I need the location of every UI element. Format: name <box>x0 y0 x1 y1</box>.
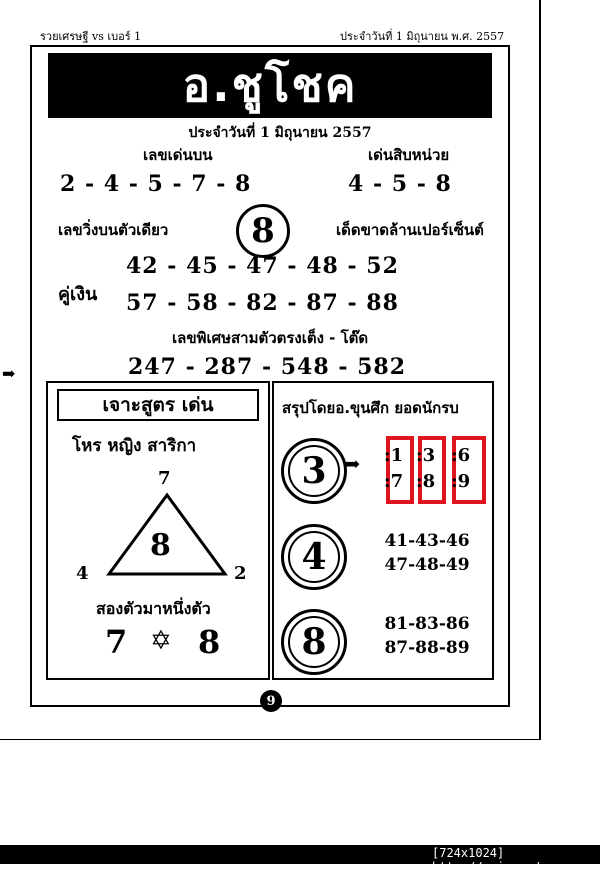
summary-digit-3: 3 <box>301 450 327 492</box>
formula-title: เจาะสูตร เด่น <box>57 389 259 421</box>
formula-pair-left: 7 <box>105 623 129 661</box>
summary-digit-circle-3 <box>281 438 347 504</box>
label-tens-units: เด่นสิบหน่วย <box>368 146 450 164</box>
summary-digit-circle-8 <box>281 609 347 675</box>
summary-digit-4: 4 <box>301 536 327 578</box>
summary-col-1-a: :1 <box>384 445 404 466</box>
header-left: รวยเศรษฐี vs เบอร์ 1 <box>40 30 142 43</box>
pairs-row-1: 42 - 45 - 47 - 48 - 52 <box>126 253 399 279</box>
numbers-tens-units: 4 - 5 - 8 <box>348 171 452 197</box>
page-number <box>260 690 282 712</box>
formula-pair-right: 8 <box>198 623 222 661</box>
summary-col-3-b: :9 <box>451 471 471 492</box>
summary-col-2-a: :3 <box>416 445 436 466</box>
star-of-david-icon: ✡ <box>150 626 172 656</box>
pairs-row-2: 57 - 58 - 82 - 87 - 88 <box>126 290 399 316</box>
page-edge-line <box>539 0 541 740</box>
summary-group-4-line-2: 47-48-49 <box>384 555 470 575</box>
triangle-center-digit: 8 <box>150 528 172 563</box>
arrow-right-icon: ➡ <box>345 454 361 475</box>
footer-link[interactable]: [724x1024] http://upic.me/ <box>432 846 541 874</box>
summary-group-8-line-2: 87-88-89 <box>384 638 470 658</box>
triangle-left-digit: 4 <box>76 563 90 584</box>
header-right: ประจำวันที่ 1 มิถุนายน พ.ศ. 2557 <box>340 30 505 43</box>
summary-group-4 <box>372 529 482 577</box>
label-certain: เด็ดขาดล้านเปอร์เซ็นต์ <box>336 221 484 239</box>
formula-subtitle: โหร หญิง สาริกา <box>72 436 197 456</box>
summary-group-4-line-1: 41-43-46 <box>384 531 470 551</box>
label-triples: เลขพิเศษสามตัวตรงเต็ง - โต๊ด <box>172 329 369 347</box>
formula-caption: สองตัวมาหนึ่งตัว <box>96 599 211 618</box>
triangle-top-digit: 7 <box>158 468 172 489</box>
label-pairs: คู่เงิน <box>58 284 98 305</box>
page-number-text: 9 <box>266 693 276 709</box>
label-top-runs: เลขเด่นบน <box>143 146 213 164</box>
summary-col-2-b: :8 <box>416 471 436 492</box>
summary-col-3 <box>451 443 470 495</box>
single-digit: 8 <box>251 211 275 251</box>
arrow-right-icon: ➡ <box>2 364 16 383</box>
page-title: อ.ชูโชค <box>48 53 492 118</box>
summary-title: สรุปโดยอ.ขุนศึก ยอดนักรบ <box>282 399 459 417</box>
summary-col-1-b: :7 <box>384 471 404 492</box>
date-line: ประจำวันที่ 1 มิถุนายน 2557 <box>188 125 372 141</box>
triples-numbers: 247 - 287 - 548 - 582 <box>128 354 407 380</box>
summary-digit-8: 8 <box>301 621 327 663</box>
summary-col-3-a: :6 <box>451 445 471 466</box>
summary-digit-circle-4 <box>281 524 347 590</box>
summary-group-8 <box>372 612 482 660</box>
label-single-digit: เลขวิ่งบนตัวเดียว <box>58 221 169 239</box>
summary-col-2 <box>416 443 435 495</box>
summary-group-8-line-1: 81-83-86 <box>384 614 470 634</box>
single-digit-circle <box>236 204 290 258</box>
triangle-right-digit: 2 <box>234 563 248 584</box>
numbers-top-runs: 2 - 4 - 5 - 7 - 8 <box>60 171 252 197</box>
page-bottom-line <box>0 739 541 740</box>
summary-col-1 <box>384 443 403 495</box>
